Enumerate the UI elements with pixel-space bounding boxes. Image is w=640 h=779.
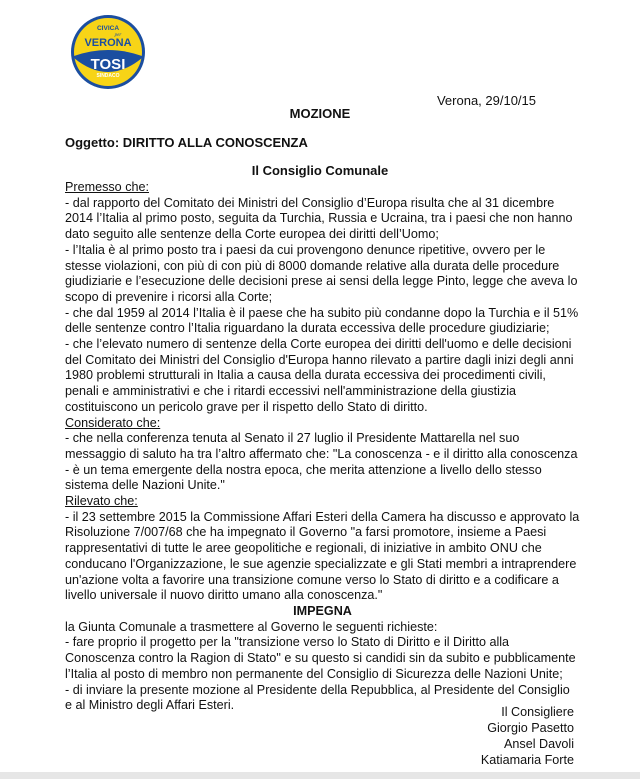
rilevato-item: - il 23 settembre 2015 la Commissione Affari Esteri della Camera ha discusso e approvato la Risoluzione 7/007/68 che ha impegnato il Governo "a farsi promotore, insieme a Paesi rappresentativi di tutte le aree geopolitiche e regionali, di iniziative in ambito ONU che conducano l'Organizzazione, le sue agenzie specializzate e gli Stati membri a intraprendere un'azione volta a favorire una transizione comune verso lo Stato di diritto e a codificare a livello universale il nuovo diritto umano alla conoscenza." — [65, 509, 580, 603]
logo-role: SINDACO — [96, 73, 120, 79]
signature-name: Giorgio Pasetto — [487, 721, 574, 735]
page-bottom-edge — [0, 772, 640, 779]
premesso-item: - dal rapporto del Comitato dei Ministri del Consiglio d’Europa risulta che al 31 dicembre 2014 l’Italia al primo posto, seguita da Turchia, Russia e Ucraina, tra i paesi che non hanno dato seguito alle sentenze della Corte europea dei diritti dell’Uomo; — [65, 195, 573, 242]
signature-block — [481, 704, 574, 768]
considerato-title: Considerato che: — [65, 415, 161, 430]
logo-name: TOSI — [90, 56, 126, 73]
premesso-item: - che l’elevato numero di sentenze della Corte europea dei diritti dell'uomo e delle decisioni del Comitato dei Ministri del Consiglio d'Europa hanno rilevato a partire dagli inizi degli anni 1980 problemi strutturali in Italia a causa della durata eccessiva dei procedimenti civili, penali e amministrativi e che i ritardi eccessivi nell'amministrazione della giustizia costituiscono un pericolo grave per il rispetto dello Stato di diritto. — [65, 337, 574, 414]
considerato-item: - che nella conferenza tenuta al Senato il 27 luglio il Presidente Mattarella nel suo messaggio di saluto ha tra l’altro affermato che: "La conoscenza - e il diritto alla conoscenza - è un tema emergente della nostra epoca, che merita attenzione a livello dello stesso sistema delle Nazioni Unite." — [65, 431, 578, 493]
logo-small-word: per — [114, 33, 122, 38]
impegna-title: IMPEGNA — [293, 603, 352, 618]
signature-name: Katiamaria Forte — [480, 753, 574, 767]
impegna-intro: la Giunta Comunale a trasmettere al Governo le seguenti richieste: — [65, 619, 438, 634]
premesso-item: - che dal 1959 al 2014 l’Italia è il paese che ha subito più condanne dopo la Turchia e il 51% delle sentenze contro l’Italia riguardano la durata eccessiva delle procedure giudiziarie; — [65, 305, 579, 336]
premesso-title: Premesso che: — [65, 180, 149, 194]
impegna-item: - di inviare la presente mozione al Presidente della Repubblica, al Presidente del Consiglio e al Ministro degli Affari Esteri. — [65, 682, 570, 713]
document-body — [65, 180, 580, 714]
rilevato-title: Rilevato che: — [65, 494, 138, 509]
civica-verona-tosi-logo — [70, 14, 146, 90]
logo-top-line: CIVICA — [96, 25, 120, 32]
impegna-item: - fare proprio il progetto per la "transizione verso lo Stato di Diritto e il Diritto alla Conoscenza contro la Ragion di Stato" e su questo si candidi sin da subito e pubblicamente l’Italia al posto di membro non permanente del Consiglio di Sicurezza delle Nazioni Unite; — [65, 635, 576, 681]
council-heading: Il Consiglio Comunale — [251, 163, 389, 178]
signature-role: Il Consigliere — [501, 705, 574, 719]
document-date: Verona, 29/10/15 — [436, 93, 536, 108]
signature-name: Ansel Davoli — [504, 737, 574, 751]
document-heading: MOZIONE — [289, 106, 351, 121]
document-subject: Oggetto: DIRITTO ALLA CONOSCENZA — [65, 135, 308, 150]
premesso-item: - l’Italia è al primo posto tra i paesi da cui provengono denunce ripetitive, ovvero per le stesse violazioni, con più di con più di 8000 domande relative alla durata delle procedure giudiziarie e l’esecuzione delle decisioni prese ai sensi della legge Pinto, legge che aveva lo scopo di prevenire i ricorsi alla Corte; — [65, 242, 578, 304]
logo-city: VERONA — [84, 37, 132, 49]
